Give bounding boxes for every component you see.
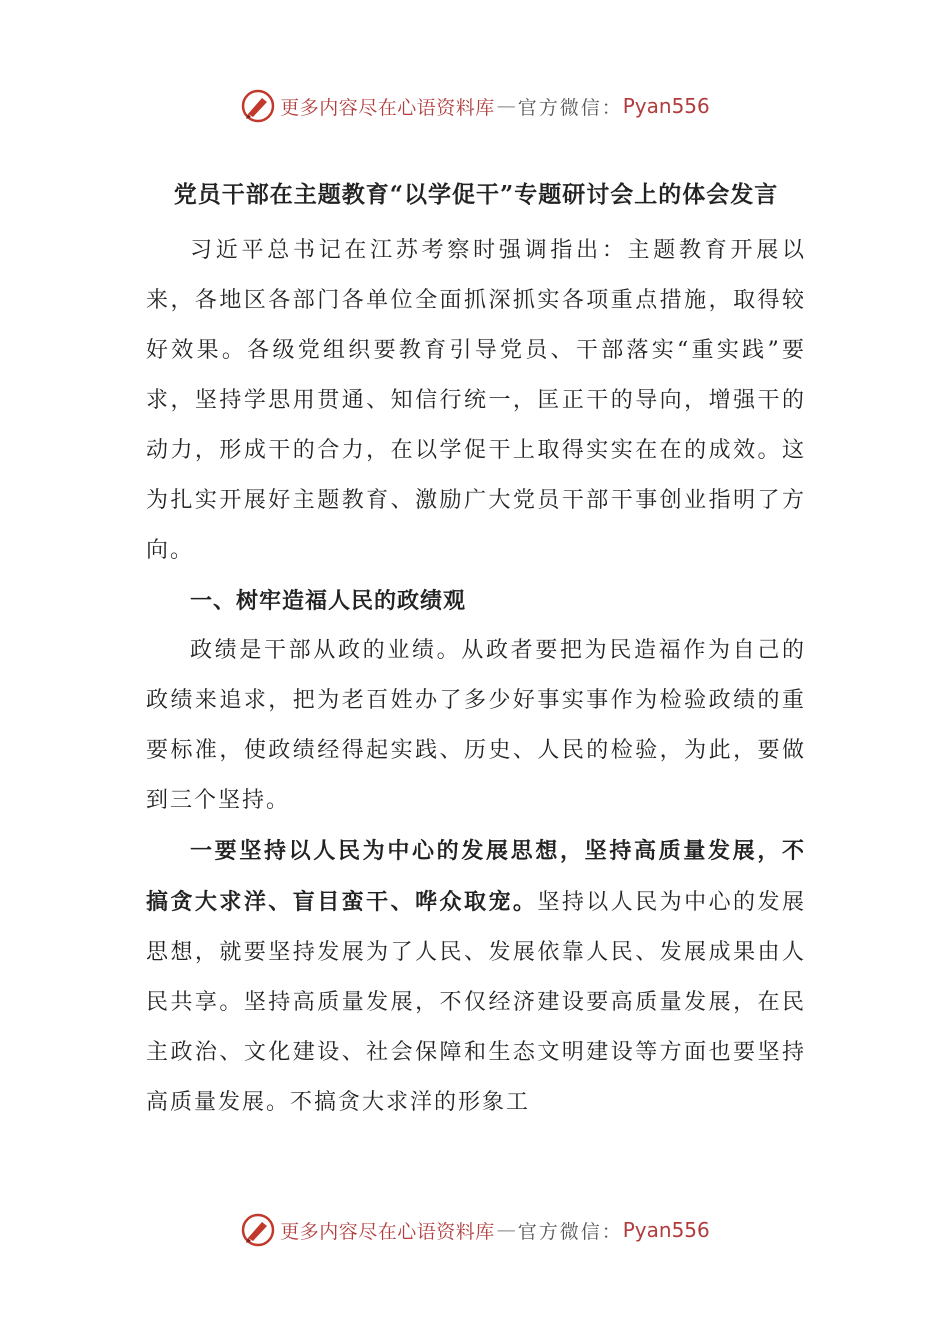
paragraph-3-lead: 一要坚持以人民为中心的发展思想，坚持高质量发展，不搞贪大求洋、盲目蛮干、哗众取宠。 bbox=[146, 838, 806, 915]
pen-logo-icon bbox=[240, 1212, 276, 1248]
banner-wechat-label: 官方微信： bbox=[517, 96, 623, 119]
banner-main-text: 更多内容尽在心语资料库 bbox=[280, 96, 495, 119]
banner-wechat-id: Pyan556 bbox=[622, 1218, 710, 1242]
banner-separator: — bbox=[496, 95, 516, 117]
header-watermark-banner bbox=[0, 86, 950, 126]
paragraph-3 bbox=[146, 826, 806, 1128]
banner-wechat-id: Pyan556 bbox=[622, 94, 710, 118]
paragraph-intro: 习近平总书记在江苏考察时强调指出：主题教育开展以来，各地区各部门各单位全面抓深抓实各项重点措施，取得较好效果。各级党组织要教育引导党员、干部落实“重实践”要求，坚持学思用贯通、知信行统一，匡正干的导向，增强干的动力，形成干的合力，在以学促干上取得实实在在的成效。这为扎实开展好主题教育、激励广大党员干部干事创业指明了方向。 bbox=[146, 238, 806, 563]
document-body bbox=[146, 170, 806, 1128]
banner-main-text: 更多内容尽在心语资料库 bbox=[280, 1220, 495, 1243]
pen-logo-icon bbox=[240, 88, 276, 124]
section-heading-1: 一、树牢造福人民的政绩观 bbox=[190, 588, 467, 614]
footer-watermark-banner bbox=[0, 1210, 950, 1250]
paragraph-3-body: 坚持以人民为中心的发展思想，就要坚持发展为了人民、发展依靠人民、发展成果由人民共享。坚持高质量发展，不仅经济建设要高质量发展，在民主政治、文化建设、社会保障和生态文明建设等方面也要坚持高质量发展。不搞贪大求洋的形象工 bbox=[146, 890, 806, 1115]
banner-wechat-label: 官方微信： bbox=[517, 1220, 623, 1243]
banner-separator: — bbox=[496, 1219, 516, 1241]
paragraph-2: 政绩是干部从政的业绩。从政者要把为民造福作为自己的政绩来追求，把为老百姓办了多少好事实事作为检验政绩的重要标准，使政绩经得起实践、历史、人民的检验，为此，要做到三个坚持。 bbox=[146, 638, 806, 813]
document-title: 党员干部在主题教育“以学促干”专题研讨会上的体会发言 bbox=[173, 181, 779, 208]
